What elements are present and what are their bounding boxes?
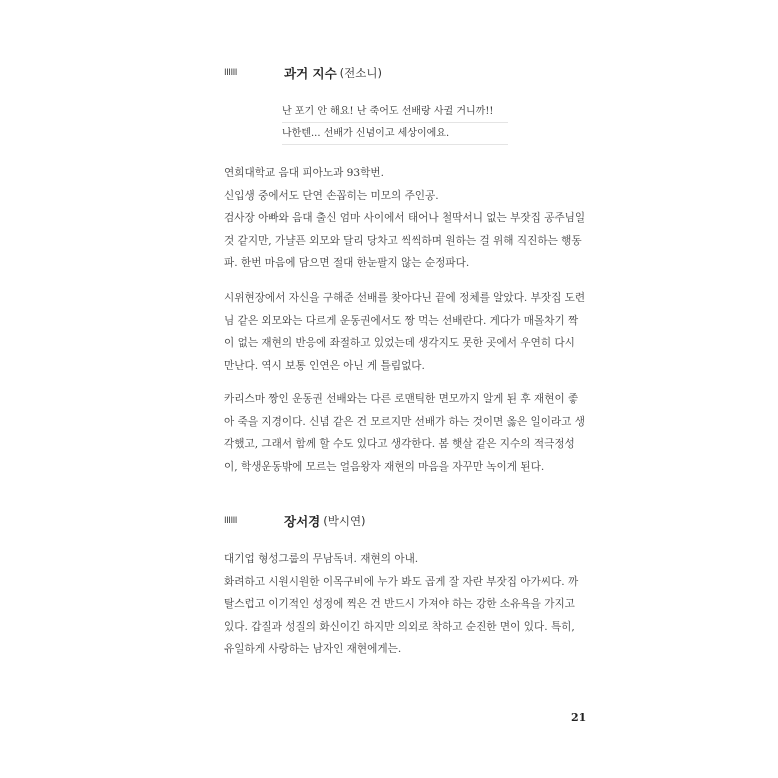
- text-line: 것 같지만, 가냘픈 외모와 달리 당차고 씩씩하며 원하는 걸 위해 직진하는 행동: [224, 234, 582, 247]
- text-line: 신입생 중에서도 단연 손꼽히는 미모의 주인공.: [224, 189, 439, 202]
- text-line: 카리스마 짱인 운동권 선배와는 다른 로맨틱한 면모까지 알게 된 후 재현이 좋: [224, 393, 579, 405]
- text-line: 연희대학교 음대 피아노과 93학번.: [224, 167, 384, 179]
- text-line: 탈스럽고 이기적인 성정에 찍은 건 반드시 가져야 하는 강한 소유욕을 가지고: [224, 598, 575, 610]
- section-marker: IIIIII: [224, 68, 237, 78]
- section-header-jisu: [224, 63, 382, 83]
- character-name: 과거 지수: [284, 66, 337, 81]
- section-marker: IIIIII: [224, 516, 237, 526]
- text-line: 이 없는 재현의 반응에 좌절하고 있었는데 생각지도 못한 곳에서 우연히 다시: [224, 337, 575, 349]
- text-line: 파. 한번 마음에 담으면 절대 한눈팔지 않는 순정파다.: [224, 257, 470, 269]
- text-line: 있다. 갑질과 성질의 화신이긴 하지만 의외로 착하고 순진한 면이 있다. 특히,: [224, 620, 575, 633]
- text-line: 각했고, 그래서 함께 할 수도 있다고 생각한다. 봄 햇살 같은 지수의 적극정성: [224, 438, 575, 450]
- text-line: 검사장 아빠와 음대 출신 엄마 사이에서 태어나 철딱서니 없는 부잣집 공주님일: [224, 212, 586, 224]
- character-quote: [282, 101, 508, 145]
- paragraph: [224, 548, 586, 661]
- paragraph: [224, 162, 586, 275]
- paragraph: [224, 287, 586, 377]
- text-line: 님 같은 외모와는 다르게 운동권에서도 짱 먹는 선배란다. 게다가 매몰차기 짝: [224, 314, 579, 327]
- text-line: 시위현장에서 자신을 구해준 선배를 찾아다닌 끝에 정체를 알았다. 부잣집 도련: [224, 292, 586, 304]
- page-number: 21: [571, 711, 587, 724]
- text-line: 유일하게 사랑하는 남자인 재현에게는.: [224, 643, 402, 655]
- actor-name: (전소니): [339, 66, 382, 80]
- text-line: 화려하고 시원시원한 이목구비에 누가 봐도 곱게 잘 자란 부잣집 아가씨다. 까: [224, 575, 579, 588]
- paragraph: [224, 388, 586, 478]
- text-line: 만난다. 역시 보통 인연은 아닌 게 틀림없다.: [224, 359, 425, 372]
- quote-line: 나한텐... 선배가 신념이고 세상이에요.: [282, 123, 508, 145]
- text-line: 이, 학생운동밖에 모르는 얼음왕자 재현의 마음을 자꾸만 녹이게 된다.: [224, 460, 545, 473]
- text-line: 아 죽을 지경이다. 신념 같은 건 모르지만 선배가 하는 것이면 옳은 일이라고 생: [224, 415, 586, 428]
- quote-line: 난 포기 안 해요! 난 죽어도 선배랑 사귈 거니까!!: [282, 101, 508, 123]
- section-header-seokyung: [224, 511, 366, 531]
- text-line: 대기업 형성그룹의 무남독녀. 재현의 아내.: [224, 553, 419, 565]
- actor-name: (박시연): [323, 514, 366, 528]
- character-name: 장서경: [284, 514, 321, 529]
